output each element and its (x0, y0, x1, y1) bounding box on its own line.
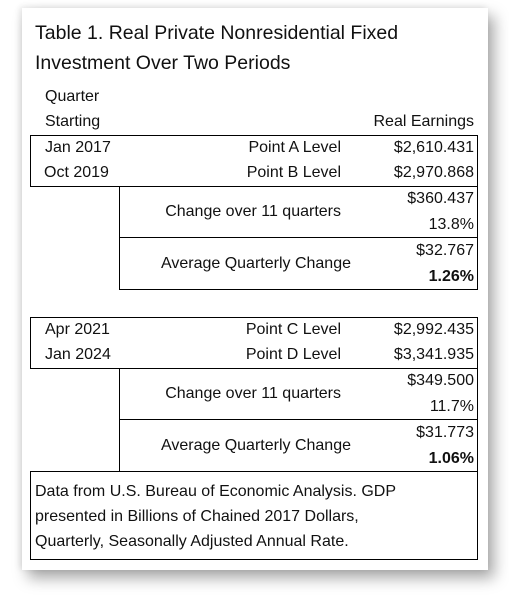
point-c-value: $2,992.435 (393, 321, 474, 338)
note-line-1: Data from U.S. Bureau of Economic Analysis. GDP (35, 483, 397, 500)
point-d-label: Point D Level (245, 346, 341, 363)
table-title (35, 18, 485, 78)
average-percent-1: 1.26% (428, 268, 474, 285)
average-label-1: Average Quarterly Change (160, 255, 351, 272)
header-quarter-line-1: Quarter (45, 88, 100, 105)
point-d-quarter: Jan 2024 (45, 346, 111, 363)
change-label-1: Change over 11 quarters (165, 203, 341, 220)
change-amount-2: $349.500 (407, 372, 474, 389)
average-amount-1: $32.767 (416, 242, 474, 259)
point-b-value: $2,970.868 (393, 164, 474, 181)
header-value: Real Earnings (373, 113, 474, 130)
title-line-1: Table 1. Real Private Nonresidential Fixed (35, 22, 399, 44)
title-line-2: Investment Over Two Periods (35, 52, 291, 74)
point-d-value: $3,341.935 (393, 346, 474, 363)
note-line-2: presented in Billions of Chained 2017 Dollars, (35, 508, 359, 525)
average-label-2: Average Quarterly Change (160, 437, 351, 454)
average-percent-2: 1.06% (428, 450, 474, 467)
point-a-quarter: Jan 2017 (45, 139, 111, 156)
point-c-label: Point C Level (245, 321, 341, 338)
point-b-label: Point B Level (246, 164, 341, 181)
average-amount-2: $31.773 (416, 424, 474, 441)
change-label-2: Change over 11 quarters (165, 385, 341, 402)
change-amount-1: $360.437 (407, 190, 474, 207)
change-percent-2: 11.7% (429, 398, 474, 415)
point-b-quarter: Oct 2019 (44, 164, 109, 181)
note-line-3: Quarterly, Seasonally Adjusted Annual Rate. (35, 533, 349, 550)
point-a-value: $2,610.431 (393, 139, 474, 156)
point-a-label: Point A Level (248, 139, 341, 156)
header-quarter-line-2: Starting (45, 113, 101, 130)
table-card (22, 8, 488, 570)
point-c-quarter: Apr 2021 (45, 321, 110, 338)
change-percent-1: 13.8% (428, 216, 474, 233)
